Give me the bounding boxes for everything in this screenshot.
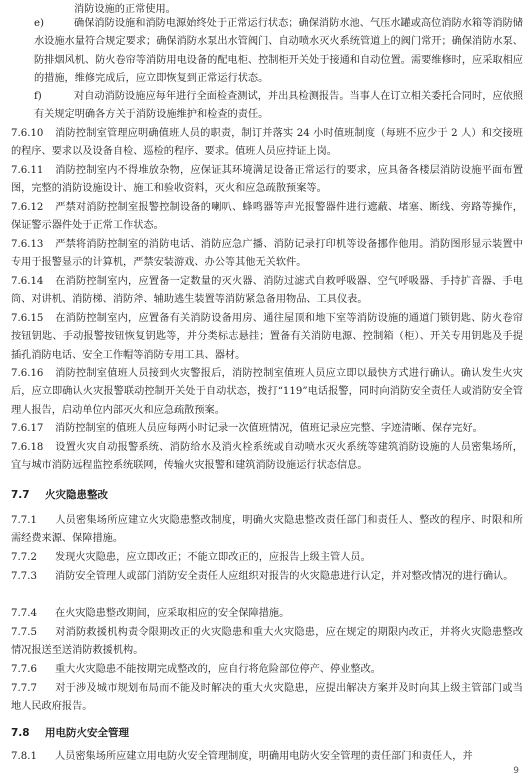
paragraph-item-e: e) 确保消防设施和消防电源始终处于正常运行状态；确保消防水池、气压水罐或高位消防水箱等消防储水设施水量符合规定要求；确保消防水泵出水管阀门、自动喷水灭火系统管道上的阀门常开；确保消防水泵、防排烟风机、防火卷帘等消防用电设备的配电柜、控制柜开关处于接通和自动位置。需要维修时，应采取相应的措施，维修完成后，应立即恢复到正常运行状态。 [34, 18, 523, 84]
clause-7-7-2: 7.7.2 发现火灾隐患，应立即改正；不能立即改正的，应报告上级主管人员。 [11, 552, 371, 563]
clause-7-6-12: 7.6.12 严禁对消防控制室报警控制设备的喇叭、蜂鸣器等声光报警器件进行遮蔽、堵塞、断线、旁路等操作，保证警示器件处于正常工作状态。 [11, 202, 523, 232]
section-heading-7-8: 7.8 用电防火安全管理 [11, 727, 129, 739]
clause-7-6-10: 7.6.10 消防控制室管理应明确值班人员的职责，制订并落实 24 小时值班制度（每班不应少于 2 人）和交接班的程序、要求以及设备自检、巡检的程序、要求。值班人员应持证上岗。 [11, 128, 523, 158]
clause-7-6-16: 7.6.16 消防控制室值班人员接到火灾警报后，消防控制室值班人员应立即以最快方式进行确认。确认发生火灾后，应立即确认火灾报警联动控制开关处于自动状态，拨打“119”电话报警，同时向消防安全责任人或消防安全管理人报告，启动单位内部灭火和应急疏散预案。 [11, 368, 523, 416]
clause-7-7-3: 7.7.3 消防安全管理人或部门消防安全责任人应组织对报告的火灾隐患进行认定，并对整改情况的进行确认。 [11, 571, 514, 582]
clause-7-6-13: 7.6.13 严禁将消防控制室的消防电话、消防应急广播、消防记录打印机等设备挪作他用。消防图形显示装置中专用于报警显示的计算机，严禁安装游戏、办公等其他无关软件。 [11, 239, 523, 269]
clause-7-7-4: 7.7.4 在火灾隐患整改期间，应采取相应的安全保障措施。 [11, 608, 290, 619]
paragraph-continuation: 消防设施的正常使用。 [74, 4, 176, 15]
clause-7-6-17: 7.6.17 消防控制室的值班人员应每两小时记录一次值班情况，值班记录应完整、字迹清晰、保存完好。 [11, 423, 483, 434]
clause-7-7-1: 7.7.1 人员密集场所应建立火灾隐患整改制度，明确火灾隐患整改责任部门和责任人、整改的程序、时限和所需经费来源、保障措施。 [11, 515, 523, 545]
clause-7-6-18: 7.6.18 设置火灾自动报警系统、消防给水及消火栓系统或自动喷水灭火系统等建筑消防设施的人员密集场所，宜与城市消防远程监控系统联网，传输火灾报警和建筑消防设施运行状态信息。 [11, 442, 523, 472]
clause-7-7-7: 7.7.7 对于涉及城市规划布局而不能及时解决的重大火灾隐患，应提出解决方案并及时向其上级主管部门或当地人民政府报告。 [11, 683, 523, 713]
clause-7-6-15: 7.6.15 在消防控制室内，应置备有关消防设备用房、通往屋顶和地下室等消防设施的通道门锁钥匙、防火卷帘按钮钥匙、手动报警按钮恢复钥匙等，并分类标志悬挂；置备有关消防电源、控制箱（柜）、开关专用钥匙及手提插孔消防电话、安全工作帽等消防专用工具、器材。 [11, 313, 523, 361]
paragraph-item-f: f) 对自动消防设施应每年进行全面检查测试，并出具检测报告。当事人在订立相关委托合同时，应依照有关规定明确各方关于消防设施维护和检查的责任。 [34, 91, 523, 121]
clause-7-6-11: 7.6.11 消防控制室内不得堆放杂物，应保证其环境满足设备正常运行的要求，应具备各楼层消防设施平面布置图，完整的消防设施设计、施工和验收资料，灭火和应急疏散预案等。 [11, 165, 523, 195]
section-heading-7-7: 7.7 火灾隐患整改 [11, 489, 108, 501]
clause-7-6-14: 7.6.14 在消防控制室内，应置备一定数量的灭火器、消防过滤式自救呼吸器、空气呼吸器、手持扩音器、手电筒、对讲机、消防梯、消防斧、辅助逃生装置等消防紧急备用物品、工具仪表。 [11, 276, 523, 306]
clause-7-7-5: 7.7.5 对消防救援机构责令限期改正的火灾隐患和重大火灾隐患，应在规定的期限内改正，并将火灾隐患整改情况报送至送消防救援机构。 [11, 627, 523, 657]
clause-7-8-1: 7.8.1 人员密集场所应建立用电防火安全管理制度，明确用电防火安全管理的责任部门和责任人，并 [11, 751, 473, 762]
clause-7-7-6: 7.7.6 重大火灾隐患不能按期完成整改的，应自行将危险部位停产、停业整改。 [11, 664, 381, 675]
page-number: 9 [513, 766, 519, 776]
